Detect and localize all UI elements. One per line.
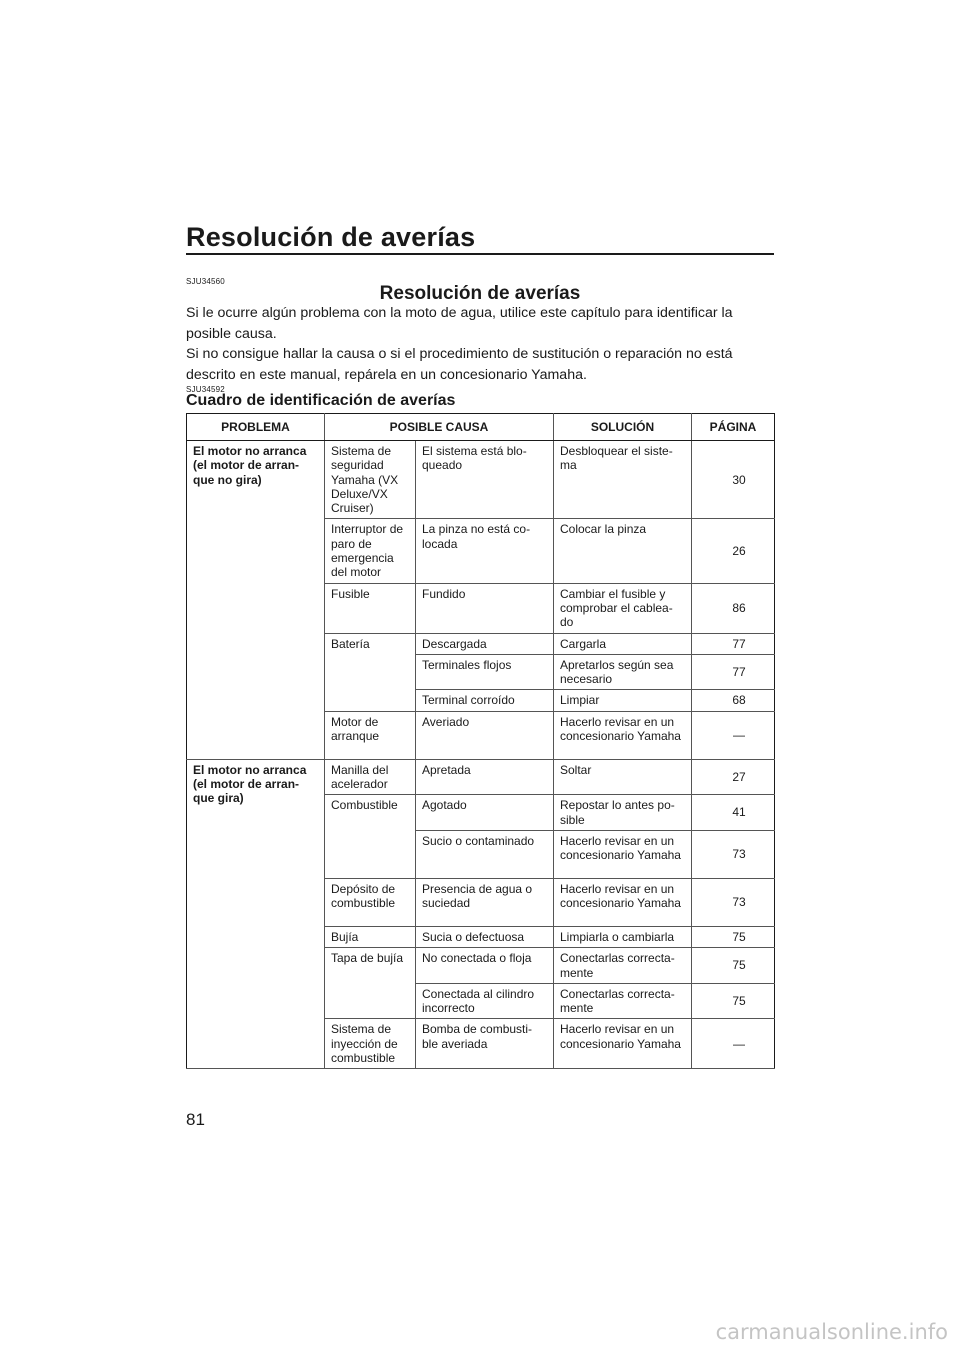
page-cell: 86 <box>692 583 775 633</box>
page-cell: 75 <box>692 926 775 947</box>
cause-cell: Averiado <box>416 711 554 759</box>
table-header-row <box>187 414 775 441</box>
solution-cell: Repostar lo antes po-sible <box>554 795 692 831</box>
page-cell: 68 <box>692 690 775 711</box>
solution-cell: Hacerlo revisar en un concesionario Yamaha <box>554 711 692 759</box>
solution-cell: Hacerlo revisar en un concesionario Yamaha <box>554 878 692 926</box>
component-cell <box>325 690 416 711</box>
cause-cell: Sucio o contaminado <box>416 830 554 878</box>
header-problem: PROBLEMA <box>187 414 325 441</box>
component-cell <box>325 654 416 690</box>
section-code: SJU34560 <box>186 277 225 286</box>
solution-cell: Hacerlo revisar en un concesionario Yamaha <box>554 1019 692 1069</box>
solution-cell: Conectarlas correcta-mente <box>554 948 692 984</box>
table-row <box>187 441 775 519</box>
cause-cell: Terminal corroído <box>416 690 554 711</box>
component-cell: Tapa de bujía <box>325 948 416 984</box>
component-cell: Sistema de seguridad Yamaha (VX Deluxe/VX Cruiser) <box>325 441 416 519</box>
solution-cell: Hacerlo revisar en un concesionario Yamaha <box>554 830 692 878</box>
page-cell: 77 <box>692 654 775 690</box>
page-cell: 75 <box>692 983 775 1019</box>
cause-cell: El sistema está blo-queado <box>416 441 554 519</box>
cause-cell: Descargada <box>416 633 554 654</box>
header-page: PÁGINA <box>692 414 775 441</box>
problem-cell: El motor no arranca (el motor de arran-que gira) <box>187 759 325 1069</box>
component-cell: Interruptor de paro de emergencia del motor <box>325 519 416 583</box>
table-row <box>187 759 775 795</box>
component-cell: Depósito de combustible <box>325 878 416 926</box>
solution-cell: Conectarlas correcta-mente <box>554 983 692 1019</box>
page-cell: 73 <box>692 878 775 926</box>
solution-cell: Cambiar el fusible y comprobar el cablea-do <box>554 583 692 633</box>
watermark: carmanualsonline.info <box>715 1320 948 1344</box>
page-cell: 30 <box>692 441 775 519</box>
cause-cell: Terminales flojos <box>416 654 554 690</box>
page-number: 81 <box>186 1110 205 1129</box>
page-cell: 27 <box>692 759 775 795</box>
solution-cell: Limpiar <box>554 690 692 711</box>
cause-cell: Presencia de agua o suciedad <box>416 878 554 926</box>
cause-cell: Apretada <box>416 759 554 795</box>
solution-cell: Limpiarla o cambiarla <box>554 926 692 947</box>
header-title: Resolución de averías <box>186 222 476 252</box>
component-cell: Manilla del acelerador <box>325 759 416 795</box>
page-cell: 41 <box>692 795 775 831</box>
component-cell: Bujía <box>325 926 416 947</box>
troubleshooting-table <box>186 413 775 1069</box>
cause-cell: Fundido <box>416 583 554 633</box>
page-cell: — <box>692 711 775 759</box>
page-cell: 75 <box>692 948 775 984</box>
cause-cell: Conectada al cilindro incorrecto <box>416 983 554 1019</box>
header-solution: SOLUCIÓN <box>554 414 692 441</box>
page-cell: — <box>692 1019 775 1069</box>
cause-cell: Bomba de combusti-ble averiada <box>416 1019 554 1069</box>
intro-paragraph: Si le ocurre algún problema con la moto de agua, utilice este capítulo para identificar la posible causa. <box>186 305 733 342</box>
solution-cell: Cargarla <box>554 633 692 654</box>
component-cell: Combustible <box>325 795 416 831</box>
subsection-code: SJU34592 <box>186 385 225 394</box>
component-cell: Batería <box>325 633 416 654</box>
solution-cell: Soltar <box>554 759 692 795</box>
page-cell: 73 <box>692 830 775 878</box>
page-cell: 26 <box>692 519 775 583</box>
component-cell: Motor de arranque <box>325 711 416 759</box>
cause-cell: No conectada o floja <box>416 948 554 984</box>
cause-cell: La pinza no está co-locada <box>416 519 554 583</box>
solution-cell: Apretarlos según sea necesario <box>554 654 692 690</box>
component-cell <box>325 983 416 1019</box>
intro-paragraph: Si no consigue hallar la causa o si el procedimiento de sustitución o reparación no está descrito en este manual, repárela en un concesionario Yamaha. <box>186 346 733 383</box>
solution-cell: Desbloquear el siste-ma <box>554 441 692 519</box>
component-cell <box>325 830 416 878</box>
section-title: Resolución de averías <box>379 283 581 304</box>
page-cell: 77 <box>692 633 775 654</box>
subsection-title: Cuadro de identificación de averías <box>186 392 456 409</box>
component-cell: Sistema de inyección de combustible <box>325 1019 416 1069</box>
intro-text <box>186 303 776 385</box>
cause-cell: Agotado <box>416 795 554 831</box>
header-rule <box>186 253 774 255</box>
header-cause: POSIBLE CAUSA <box>325 414 554 441</box>
problem-cell: El motor no arranca (el motor de arran-que no gira) <box>187 441 325 760</box>
solution-cell: Colocar la pinza <box>554 519 692 583</box>
component-cell: Fusible <box>325 583 416 633</box>
cause-cell: Sucia o defectuosa <box>416 926 554 947</box>
